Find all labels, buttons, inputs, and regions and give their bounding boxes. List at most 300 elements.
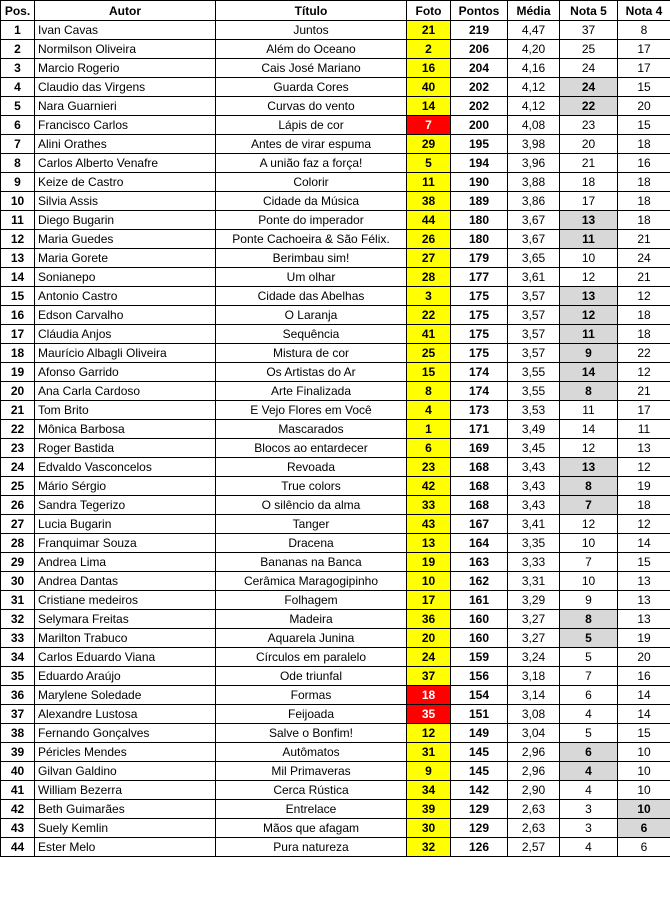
autor-cell: Franquimar Souza	[35, 534, 216, 553]
nota5-cell: 9	[560, 591, 618, 610]
nota5-cell: 11	[560, 401, 618, 420]
titulo-cell: Pura natureza	[216, 838, 407, 857]
autor-cell: Maria Gorete	[35, 249, 216, 268]
media-cell: 3,57	[508, 344, 560, 363]
nota5-cell: 37	[560, 21, 618, 40]
nota5-cell: 11	[560, 230, 618, 249]
pos-cell: 38	[1, 724, 35, 743]
nota5-cell: 12	[560, 515, 618, 534]
nota4-cell: 12	[618, 458, 670, 477]
media-cell: 4,20	[508, 40, 560, 59]
media-cell: 4,47	[508, 21, 560, 40]
nota5-cell: 25	[560, 40, 618, 59]
pontos-cell: 163	[451, 553, 508, 572]
pos-cell: 3	[1, 59, 35, 78]
foto-cell: 16	[407, 59, 451, 78]
pos-cell: 26	[1, 496, 35, 515]
table-row	[1, 534, 670, 553]
autor-cell: Marilton Trabuco	[35, 629, 216, 648]
foto-cell: 31	[407, 743, 451, 762]
pos-cell: 29	[1, 553, 35, 572]
pos-cell: 5	[1, 97, 35, 116]
pos-cell: 36	[1, 686, 35, 705]
foto-cell: 40	[407, 78, 451, 97]
nota5-cell: 6	[560, 686, 618, 705]
table-row	[1, 667, 670, 686]
pontos-cell: 195	[451, 135, 508, 154]
autor-cell: Beth Guimarães	[35, 800, 216, 819]
titulo-cell: Cais José Mariano	[216, 59, 407, 78]
pontos-cell: 204	[451, 59, 508, 78]
nota5-cell: 22	[560, 97, 618, 116]
header-foto: Foto	[407, 1, 451, 21]
foto-cell: 39	[407, 800, 451, 819]
nota5-cell: 5	[560, 648, 618, 667]
pontos-cell: 179	[451, 249, 508, 268]
pontos-cell: 164	[451, 534, 508, 553]
table-body	[1, 21, 670, 857]
media-cell: 3,18	[508, 667, 560, 686]
nota5-cell: 18	[560, 173, 618, 192]
pontos-cell: 202	[451, 78, 508, 97]
pos-cell: 25	[1, 477, 35, 496]
header-media: Média	[508, 1, 560, 21]
foto-cell: 24	[407, 648, 451, 667]
table-row	[1, 838, 670, 857]
pos-cell: 20	[1, 382, 35, 401]
titulo-cell: O Laranja	[216, 306, 407, 325]
nota5-cell: 10	[560, 534, 618, 553]
foto-cell: 19	[407, 553, 451, 572]
titulo-cell: A união faz a força!	[216, 154, 407, 173]
autor-cell: Mário Sérgio	[35, 477, 216, 496]
nota5-cell: 13	[560, 287, 618, 306]
media-cell: 3,14	[508, 686, 560, 705]
titulo-cell: Cerca Rústica	[216, 781, 407, 800]
pos-cell: 2	[1, 40, 35, 59]
foto-cell: 27	[407, 249, 451, 268]
autor-cell: Lucia Bugarin	[35, 515, 216, 534]
nota4-cell: 18	[618, 192, 670, 211]
header-nota4: Nota 4	[618, 1, 670, 21]
table-row	[1, 705, 670, 724]
media-cell: 3,43	[508, 477, 560, 496]
titulo-cell: True colors	[216, 477, 407, 496]
titulo-cell: Mãos que afagam	[216, 819, 407, 838]
autor-cell: Keize de Castro	[35, 173, 216, 192]
autor-cell: Nara Guarnieri	[35, 97, 216, 116]
media-cell: 3,41	[508, 515, 560, 534]
table-row	[1, 78, 670, 97]
table-row	[1, 306, 670, 325]
pos-cell: 33	[1, 629, 35, 648]
titulo-cell: Aquarela Junina	[216, 629, 407, 648]
table-row	[1, 572, 670, 591]
media-cell: 3,27	[508, 629, 560, 648]
nota5-cell: 3	[560, 819, 618, 838]
header-autor: Autor	[35, 1, 216, 21]
nota4-cell: 11	[618, 420, 670, 439]
media-cell: 3,55	[508, 363, 560, 382]
foto-cell: 2	[407, 40, 451, 59]
pos-cell: 41	[1, 781, 35, 800]
autor-cell: Suely Kemlin	[35, 819, 216, 838]
nota4-cell: 14	[618, 534, 670, 553]
table-row	[1, 40, 670, 59]
media-cell: 3,55	[508, 382, 560, 401]
foto-cell: 18	[407, 686, 451, 705]
titulo-cell: Cidade das Abelhas	[216, 287, 407, 306]
nota5-cell: 23	[560, 116, 618, 135]
table-row	[1, 325, 670, 344]
titulo-cell: Além do Oceano	[216, 40, 407, 59]
pontos-cell: 159	[451, 648, 508, 667]
titulo-cell: Os Artistas do Ar	[216, 363, 407, 382]
autor-cell: Afonso Garrido	[35, 363, 216, 382]
foto-cell: 25	[407, 344, 451, 363]
foto-cell: 41	[407, 325, 451, 344]
pontos-cell: 168	[451, 496, 508, 515]
foto-cell: 37	[407, 667, 451, 686]
media-cell: 3,86	[508, 192, 560, 211]
media-cell: 3,31	[508, 572, 560, 591]
nota5-cell: 20	[560, 135, 618, 154]
table-row	[1, 401, 670, 420]
table-row	[1, 439, 670, 458]
pos-cell: 9	[1, 173, 35, 192]
titulo-cell: Madeira	[216, 610, 407, 629]
nota4-cell: 18	[618, 306, 670, 325]
titulo-cell: Dracena	[216, 534, 407, 553]
foto-cell: 20	[407, 629, 451, 648]
media-cell: 3,65	[508, 249, 560, 268]
pontos-cell: 145	[451, 743, 508, 762]
pontos-cell: 160	[451, 610, 508, 629]
media-cell: 3,45	[508, 439, 560, 458]
nota4-cell: 16	[618, 154, 670, 173]
pos-cell: 43	[1, 819, 35, 838]
foto-cell: 43	[407, 515, 451, 534]
table-row	[1, 363, 670, 382]
table-row	[1, 496, 670, 515]
nota5-cell: 17	[560, 192, 618, 211]
nota4-cell: 19	[618, 629, 670, 648]
pos-cell: 11	[1, 211, 35, 230]
table-row	[1, 192, 670, 211]
nota4-cell: 21	[618, 268, 670, 287]
pos-cell: 7	[1, 135, 35, 154]
table-row	[1, 648, 670, 667]
pos-cell: 19	[1, 363, 35, 382]
autor-cell: Fernando Gonçalves	[35, 724, 216, 743]
foto-cell: 5	[407, 154, 451, 173]
nota4-cell: 15	[618, 553, 670, 572]
autor-cell: William Bezerra	[35, 781, 216, 800]
nota4-cell: 21	[618, 382, 670, 401]
nota4-cell: 18	[618, 135, 670, 154]
pontos-cell: 156	[451, 667, 508, 686]
table-row	[1, 819, 670, 838]
header-titulo: Título	[216, 1, 407, 21]
pontos-cell: 189	[451, 192, 508, 211]
nota4-cell: 12	[618, 363, 670, 382]
autor-cell: Ivan Cavas	[35, 21, 216, 40]
table-row	[1, 781, 670, 800]
titulo-cell: Sequência	[216, 325, 407, 344]
pontos-cell: 206	[451, 40, 508, 59]
foto-cell: 42	[407, 477, 451, 496]
nota5-cell: 7	[560, 496, 618, 515]
nota5-cell: 12	[560, 306, 618, 325]
nota4-cell: 16	[618, 667, 670, 686]
media-cell: 3,61	[508, 268, 560, 287]
table-row	[1, 458, 670, 477]
media-cell: 3,67	[508, 230, 560, 249]
media-cell: 3,88	[508, 173, 560, 192]
table-row	[1, 382, 670, 401]
pontos-cell: 169	[451, 439, 508, 458]
autor-cell: Mônica Barbosa	[35, 420, 216, 439]
foto-cell: 4	[407, 401, 451, 420]
nota4-cell: 18	[618, 173, 670, 192]
nota5-cell: 21	[560, 154, 618, 173]
autor-cell: Péricles Mendes	[35, 743, 216, 762]
autor-cell: Alini Orathes	[35, 135, 216, 154]
autor-cell: Carlos Eduardo Viana	[35, 648, 216, 667]
foto-cell: 15	[407, 363, 451, 382]
pos-cell: 42	[1, 800, 35, 819]
titulo-cell: Ode triunfal	[216, 667, 407, 686]
pontos-cell: 167	[451, 515, 508, 534]
nota5-cell: 14	[560, 363, 618, 382]
pontos-cell: 160	[451, 629, 508, 648]
autor-cell: Sandra Tegerizo	[35, 496, 216, 515]
nota4-cell: 10	[618, 781, 670, 800]
pos-cell: 15	[1, 287, 35, 306]
nota5-cell: 3	[560, 800, 618, 819]
titulo-cell: Colorir	[216, 173, 407, 192]
autor-cell: Carlos Alberto Venafre	[35, 154, 216, 173]
titulo-cell: Guarda Cores	[216, 78, 407, 97]
foto-cell: 34	[407, 781, 451, 800]
pontos-cell: 180	[451, 211, 508, 230]
table-row	[1, 116, 670, 135]
pos-cell: 18	[1, 344, 35, 363]
table-row	[1, 800, 670, 819]
foto-cell: 29	[407, 135, 451, 154]
pontos-cell: 129	[451, 819, 508, 838]
table-row	[1, 762, 670, 781]
media-cell: 3,43	[508, 458, 560, 477]
media-cell: 3,53	[508, 401, 560, 420]
pos-cell: 1	[1, 21, 35, 40]
autor-cell: Marylene Soledade	[35, 686, 216, 705]
autor-cell: Francisco Carlos	[35, 116, 216, 135]
nota4-cell: 18	[618, 325, 670, 344]
media-cell: 3,57	[508, 325, 560, 344]
nota5-cell: 6	[560, 743, 618, 762]
titulo-cell: Bananas na Banca	[216, 553, 407, 572]
header-nota5: Nota 5	[560, 1, 618, 21]
titulo-cell: Mistura de cor	[216, 344, 407, 363]
nota4-cell: 22	[618, 344, 670, 363]
nota4-cell: 15	[618, 116, 670, 135]
table-row	[1, 287, 670, 306]
media-cell: 3,27	[508, 610, 560, 629]
pos-cell: 4	[1, 78, 35, 97]
pos-cell: 27	[1, 515, 35, 534]
pos-cell: 21	[1, 401, 35, 420]
media-cell: 2,96	[508, 743, 560, 762]
foto-cell: 22	[407, 306, 451, 325]
titulo-cell: Formas	[216, 686, 407, 705]
foto-cell: 7	[407, 116, 451, 135]
table-row	[1, 249, 670, 268]
nota5-cell: 4	[560, 838, 618, 857]
media-cell: 4,12	[508, 78, 560, 97]
foto-cell: 8	[407, 382, 451, 401]
pontos-cell: 174	[451, 363, 508, 382]
nota4-cell: 15	[618, 78, 670, 97]
autor-cell: Edvaldo Vasconcelos	[35, 458, 216, 477]
table-row	[1, 553, 670, 572]
media-cell: 4,08	[508, 116, 560, 135]
nota5-cell: 7	[560, 553, 618, 572]
nota4-cell: 17	[618, 40, 670, 59]
autor-cell: Diego Bugarin	[35, 211, 216, 230]
foto-cell: 6	[407, 439, 451, 458]
media-cell: 3,35	[508, 534, 560, 553]
foto-cell: 28	[407, 268, 451, 287]
nota4-cell: 15	[618, 724, 670, 743]
pos-cell: 13	[1, 249, 35, 268]
nota5-cell: 12	[560, 439, 618, 458]
titulo-cell: Mascarados	[216, 420, 407, 439]
pontos-cell: 200	[451, 116, 508, 135]
nota5-cell: 9	[560, 344, 618, 363]
pos-cell: 8	[1, 154, 35, 173]
titulo-cell: E Vejo Flores em Você	[216, 401, 407, 420]
media-cell: 3,08	[508, 705, 560, 724]
nota4-cell: 18	[618, 496, 670, 515]
pontos-cell: 174	[451, 382, 508, 401]
nota5-cell: 14	[560, 420, 618, 439]
foto-cell: 32	[407, 838, 451, 857]
media-cell: 4,12	[508, 97, 560, 116]
autor-cell: Tom Brito	[35, 401, 216, 420]
autor-cell: Alexandre Lustosa	[35, 705, 216, 724]
pos-cell: 12	[1, 230, 35, 249]
nota4-cell: 14	[618, 705, 670, 724]
foto-cell: 10	[407, 572, 451, 591]
foto-cell: 30	[407, 819, 451, 838]
autor-cell: Andrea Lima	[35, 553, 216, 572]
table-row	[1, 629, 670, 648]
table-row	[1, 135, 670, 154]
table-row	[1, 724, 670, 743]
media-cell: 3,33	[508, 553, 560, 572]
nota4-cell: 13	[618, 439, 670, 458]
pontos-cell: 180	[451, 230, 508, 249]
titulo-cell: Mil Primaveras	[216, 762, 407, 781]
nota5-cell: 8	[560, 610, 618, 629]
titulo-cell: Blocos ao entardecer	[216, 439, 407, 458]
pontos-cell: 190	[451, 173, 508, 192]
foto-cell: 26	[407, 230, 451, 249]
pos-cell: 37	[1, 705, 35, 724]
foto-cell: 17	[407, 591, 451, 610]
nota4-cell: 18	[618, 211, 670, 230]
nota4-cell: 17	[618, 401, 670, 420]
nota5-cell: 8	[560, 477, 618, 496]
nota5-cell: 24	[560, 59, 618, 78]
pontos-cell: 219	[451, 21, 508, 40]
autor-cell: Eduardo Araújo	[35, 667, 216, 686]
nota4-cell: 13	[618, 572, 670, 591]
media-cell: 3,49	[508, 420, 560, 439]
table-row	[1, 97, 670, 116]
table-row	[1, 344, 670, 363]
pos-cell: 28	[1, 534, 35, 553]
foto-cell: 3	[407, 287, 451, 306]
pontos-cell: 145	[451, 762, 508, 781]
autor-cell: Marcio Rogerio	[35, 59, 216, 78]
pos-cell: 24	[1, 458, 35, 477]
titulo-cell: Antes de virar espuma	[216, 135, 407, 154]
foto-cell: 44	[407, 211, 451, 230]
pontos-cell: 149	[451, 724, 508, 743]
pos-cell: 17	[1, 325, 35, 344]
media-cell: 2,96	[508, 762, 560, 781]
autor-cell: Ana Carla Cardoso	[35, 382, 216, 401]
pontos-cell: 194	[451, 154, 508, 173]
titulo-cell: Revoada	[216, 458, 407, 477]
nota4-cell: 6	[618, 838, 670, 857]
table-row	[1, 59, 670, 78]
pos-cell: 35	[1, 667, 35, 686]
media-cell: 3,98	[508, 135, 560, 154]
pontos-cell: 175	[451, 344, 508, 363]
pos-cell: 34	[1, 648, 35, 667]
table-row	[1, 686, 670, 705]
titulo-cell: Cidade da Música	[216, 192, 407, 211]
autor-cell: Antonio Castro	[35, 287, 216, 306]
nota4-cell: 19	[618, 477, 670, 496]
pontos-cell: 202	[451, 97, 508, 116]
titulo-cell: Curvas do vento	[216, 97, 407, 116]
titulo-cell: Feijoada	[216, 705, 407, 724]
nota5-cell: 5	[560, 629, 618, 648]
foto-cell: 38	[407, 192, 451, 211]
pontos-cell: 129	[451, 800, 508, 819]
titulo-cell: O silêncio da alma	[216, 496, 407, 515]
foto-cell: 21	[407, 21, 451, 40]
autor-cell: Gilvan Galdino	[35, 762, 216, 781]
media-cell: 3,43	[508, 496, 560, 515]
autor-cell: Sonianepo	[35, 268, 216, 287]
titulo-cell: Um olhar	[216, 268, 407, 287]
pos-cell: 16	[1, 306, 35, 325]
table-row	[1, 743, 670, 762]
table-row	[1, 268, 670, 287]
media-cell: 3,67	[508, 211, 560, 230]
media-cell: 2,57	[508, 838, 560, 857]
autor-cell: Andrea Dantas	[35, 572, 216, 591]
pontos-cell: 173	[451, 401, 508, 420]
table-row	[1, 591, 670, 610]
titulo-cell: Arte Finalizada	[216, 382, 407, 401]
autor-cell: Cláudia Anjos	[35, 325, 216, 344]
